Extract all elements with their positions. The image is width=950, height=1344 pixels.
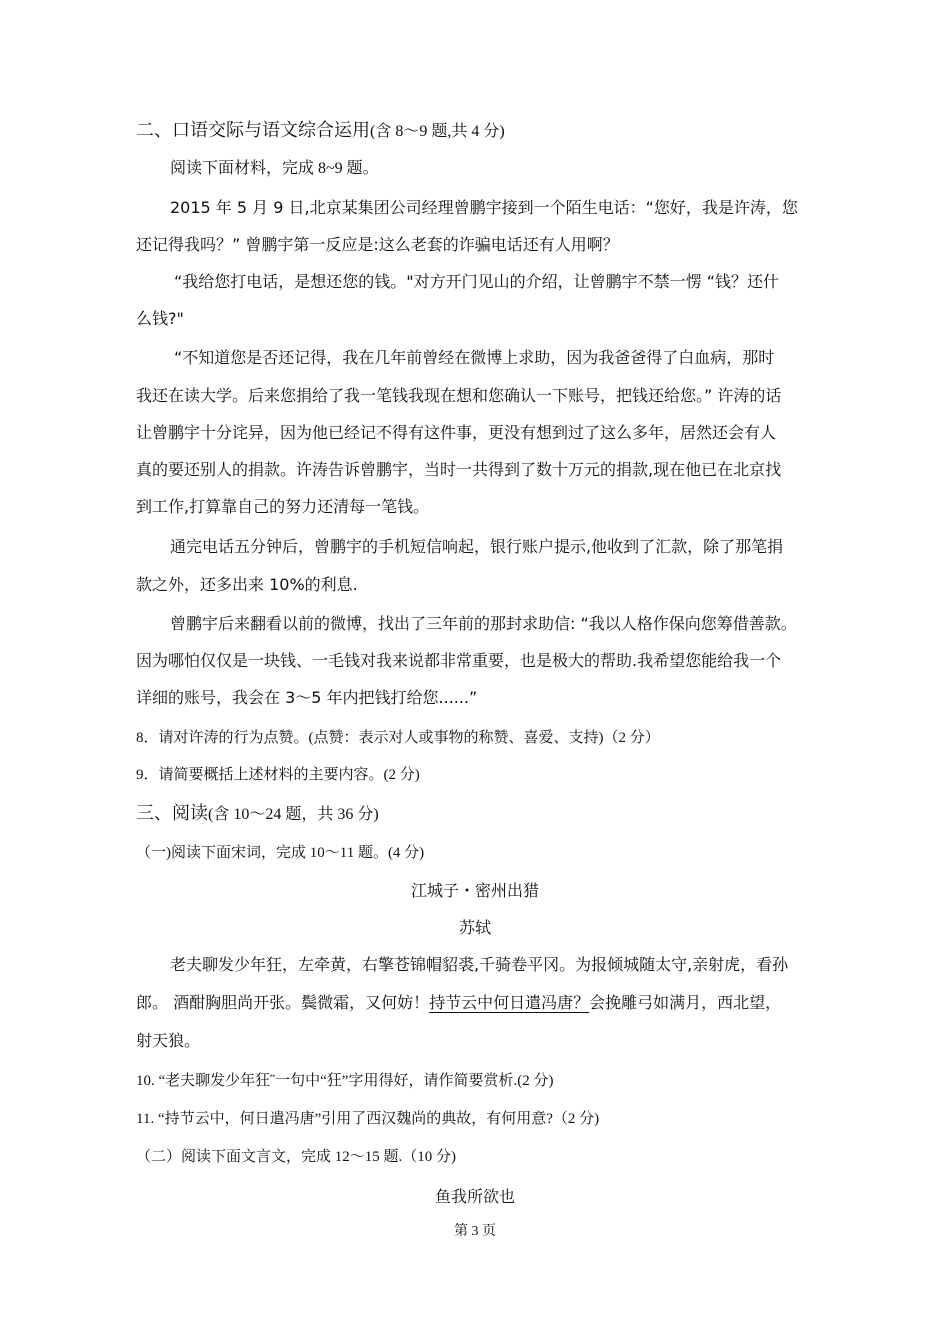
section2-heading [136, 122, 505, 140]
poem-line3: 射天狼。 [136, 1031, 201, 1050]
question-9: 9．请简要概括上述材料的主要内容。(2 分) [136, 767, 420, 783]
para4-line1: 通完电话五分钟后，曾鹏宇的手机短信响起，银行账户提示,他收到了汇款，除了那笔捐 [170, 537, 784, 556]
para2-line1: “我给您打电话，是想还您的钱。"对方开门见山的介绍，让曾鹏宇不禁一愣 “钱？还什 [174, 272, 780, 291]
para5-line2: 因为哪怕仅仅是一块钱、一毛钱对我来说都非常重要，也是极大的帮助.我希望您能给我一个 [136, 651, 782, 670]
question-11: 11. “持节云中，何日遣冯唐”引用了西汉魏尚的典故，有何用意?（2 分) [136, 1111, 600, 1127]
question-8: 8．请对许涛的行为点赞。(点赞：表示对人或事物的称赞、喜爱、支持)（2 分） [136, 730, 660, 746]
poem-author: 苏轼 [458, 918, 491, 937]
para3-line4: 真的要还别人的捐款。许涛告诉曾鹏宇，当时一共得到了数十万元的捐款,现在他已在北京找 [136, 460, 782, 479]
section2-intro: 阅读下面材料，完成 8~9 题。 [170, 160, 379, 177]
para3-line2: 我还在读大学。后来您捐给了我一笔钱我现在想和您确认一下账号，把钱还给您。” 许涛的话 [136, 386, 782, 405]
para5-line3: 详细的账号，我会在 3～5 年内把钱打给您......” [136, 688, 478, 707]
para3-line3: 让曾鹏宇十分诧异，因为他已经记不得有这件事，更没有想到过了这么多年，居然还会有人 [136, 423, 777, 442]
para4-line2: 款之外，还多出来 10%的利息. [136, 575, 358, 594]
poem-line2 [136, 995, 781, 1011]
section3-heading-text: 三、阅读 [136, 803, 208, 824]
para2-line2: 么钱?" [136, 309, 184, 328]
section3-heading [136, 805, 379, 823]
poem-underlined-phrase: 持节云中何日遣冯唐？ [429, 993, 590, 1012]
page-number: 第 3 页 [454, 1224, 496, 1239]
para5-line1: 曾鹏宇后来翻看以前的微博，找出了三年前的那封求助信: “我以人格作保向您筹借善款。 [170, 614, 797, 633]
poem-line2-start: 郎。 酒酣胸胆尚开张。鬓微霜，又何妨！ [136, 993, 430, 1012]
para1-line2: 还记得我吗？” 曾鹏宇第一反应是:这么老套的诈骗电话还有人用啊？ [136, 235, 619, 254]
para1-line1: 2015 年 5 月 9 日,北京某集团公司经理曾鹏宇接到一个陌生电话：“您好，我是许涛，您 [170, 198, 798, 217]
section3-heading-note: (含 10～24 题，共 36 分) [208, 806, 379, 823]
para3-line1: “不知道您是否还记得，我在几年前曾经在微博上求助，因为我爸爸得了白血病，那时 [174, 348, 775, 367]
part1-intro: （一)阅读下面宋词，完成 10～11 题。(4 分) [136, 845, 425, 861]
question-10: 10. “老夫聊发少年狂˝一句中“狂”字用得好，请作简要赏析.(2 分) [136, 1073, 554, 1089]
poem-title: 江城子・密州出猎 [410, 881, 539, 900]
para3-line5: 到工作,打算靠自己的努力还清每一笔钱。 [136, 497, 430, 516]
essay-title: 鱼我所欲也 [434, 1187, 515, 1206]
part2-intro: （二）阅读下面文言文，完成 12～15 题.（10 分) [136, 1149, 456, 1165]
poem-line2-end: 会挽雕弓如满月，西北望， [589, 993, 782, 1012]
section2-heading-text: 二、口语交际与语文综合运用 [136, 120, 370, 141]
section2-heading-note: (含 8～9 题,共 4 分) [370, 123, 505, 140]
poem-line1: 老夫聊发少年狂，左牵黄，右擎苍锦帽貂裘,千骑卷平冈。为报倾城随太守,亲射虎，看孙 [170, 955, 789, 974]
